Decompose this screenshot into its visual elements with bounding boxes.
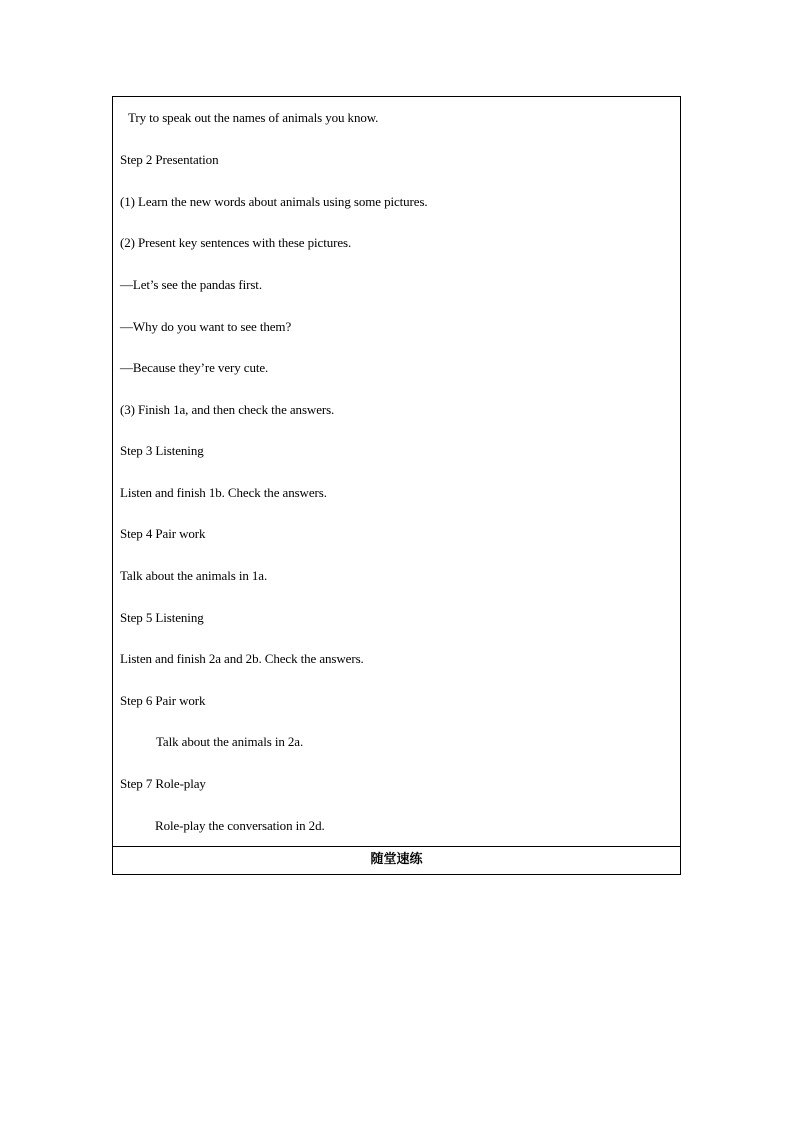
step-4-heading: Step 4 Pair work xyxy=(120,526,206,541)
lesson-table xyxy=(112,96,681,875)
lesson-line-presentation-2: (2) Present key sentences with these pictures. xyxy=(120,235,352,250)
step-5-heading: Step 5 Listening xyxy=(120,610,204,625)
lesson-content-cell xyxy=(113,97,680,846)
step-6-text: Talk about the animals in 2a. xyxy=(156,734,304,749)
step-2-heading: Step 2 Presentation xyxy=(120,152,219,167)
lesson-line-warmup: Try to speak out the names of animals you know. xyxy=(128,110,379,125)
dialogue-line-1: —Let’s see the pandas first. xyxy=(120,277,262,292)
step-7-heading: Step 7 Role-play xyxy=(120,776,206,791)
dialogue-line-2: —Why do you want to see them? xyxy=(120,319,292,334)
lesson-line-presentation-3: (3) Finish 1a, and then check the answers. xyxy=(120,402,335,417)
step-7-text: Role-play the conversation in 2d. xyxy=(155,818,325,833)
step-3-text: Listen and finish 1b. Check the answers. xyxy=(120,485,327,500)
step-3-heading: Step 3 Listening xyxy=(120,443,204,458)
step-6-heading: Step 6 Pair work xyxy=(120,693,206,708)
step-5-text: Listen and finish 2a and 2b. Check the answers. xyxy=(120,651,364,666)
practice-heading: 随堂速练 xyxy=(370,852,423,867)
dialogue-line-3: —Because they’re very cute. xyxy=(120,360,269,375)
practice-heading-cell xyxy=(113,846,680,874)
step-4-text: Talk about the animals in 1a. xyxy=(120,568,268,583)
lesson-line-presentation-1: (1) Learn the new words about animals using some pictures. xyxy=(120,194,428,209)
